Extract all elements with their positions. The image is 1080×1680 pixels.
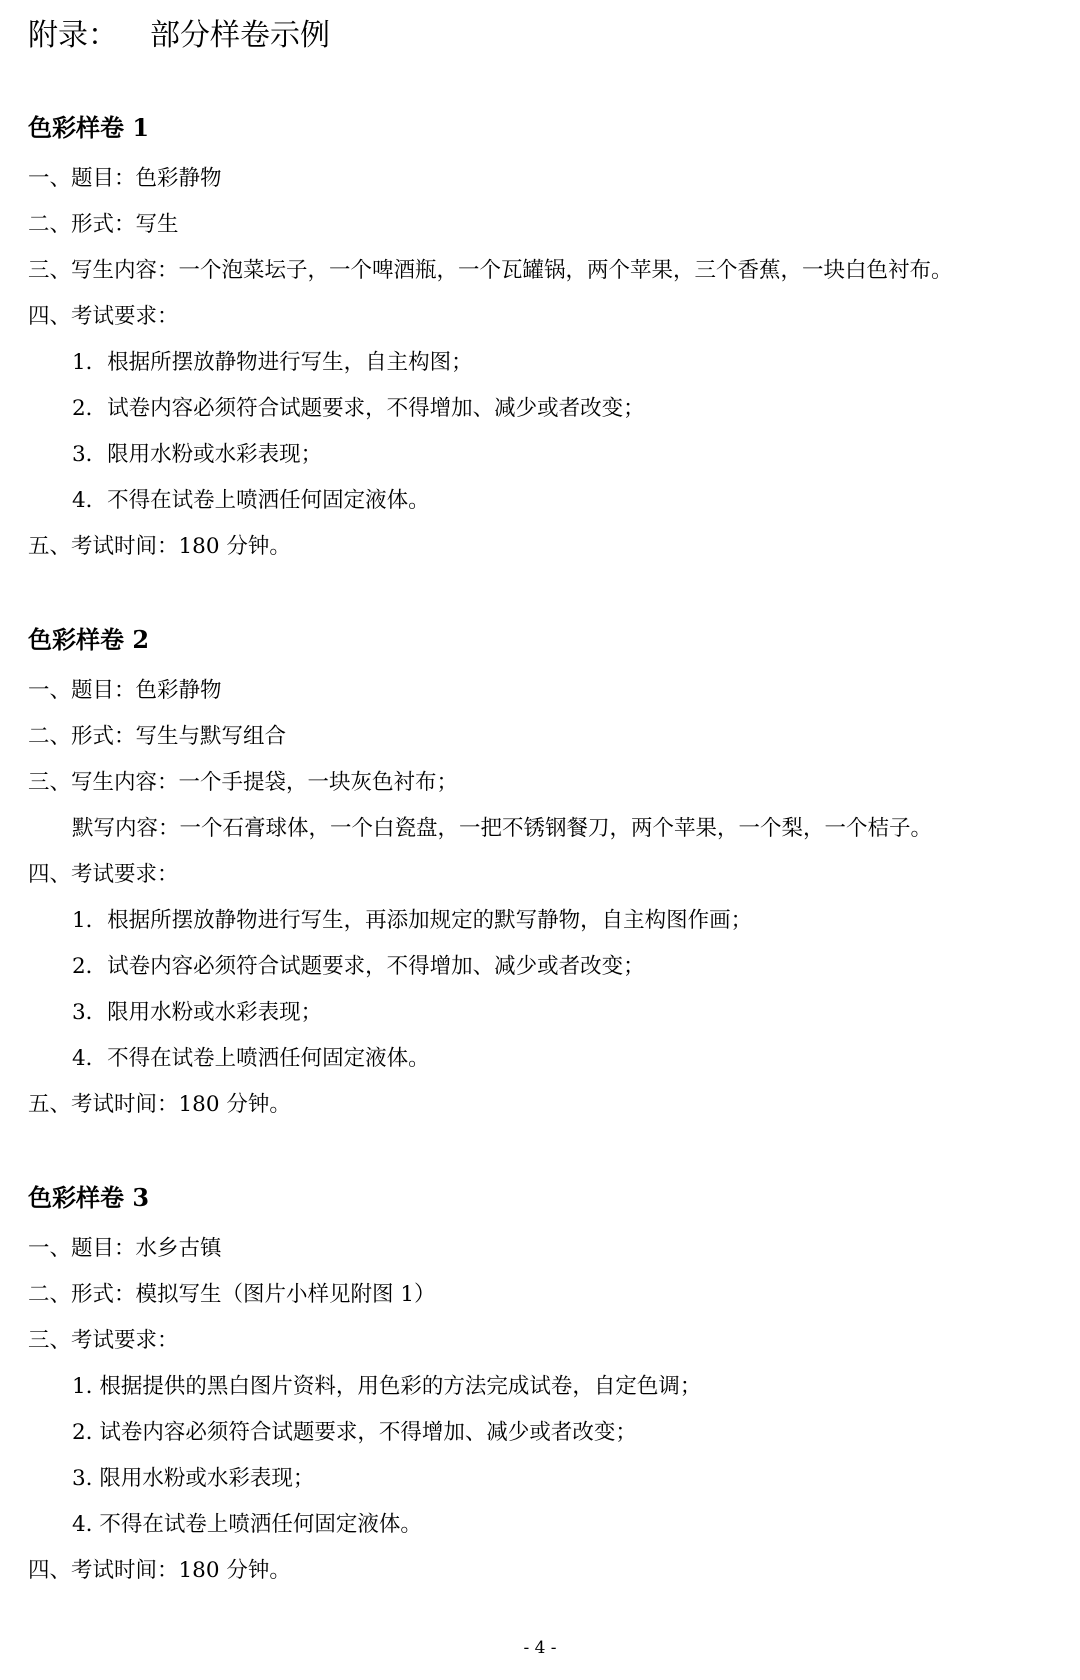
section-heading: 色彩样卷 3 [28,1183,150,1212]
requirement-line: 1．根据所摆放静物进行写生，自主构图； [72,350,473,375]
section-line: 四、考试要求： [28,304,179,329]
requirement-line: 3. 限用水粉或水彩表现； [72,1466,315,1491]
section-line: 五、考试时间：180 分钟。 [28,1092,291,1117]
section-line: 二、形式：写生 [28,212,179,237]
section-line: 五、考试时间：180 分钟。 [28,534,291,559]
requirement-line: 3．限用水粉或水彩表现； [72,1000,323,1025]
requirement-line: 2. 试卷内容必须符合试题要求，不得增加、减少或者改变； [72,1420,637,1445]
section-line: 三、考试要求： [28,1328,179,1353]
section-heading: 色彩样卷 1 [28,113,150,142]
section-line: 一、题目：色彩静物 [28,166,222,191]
section-line: 默写内容：一个石膏球体，一个白瓷盘，一把不锈钢餐刀，两个苹果，一个梨，一个桔子。 [72,816,933,841]
section-line: 三、写生内容：一个手提袋，一块灰色衬布； [28,770,459,795]
page-number: - 4 - [523,1638,557,1658]
section-line: 一、题目：水乡古镇 [28,1236,222,1261]
section-line: 二、形式：模拟写生（图片小样见附图 1） [28,1282,436,1307]
page-title [28,16,330,56]
section-heading: 色彩样卷 2 [28,625,150,654]
requirement-line: 4．不得在试卷上喷洒任何固定液体。 [72,1046,430,1071]
sample-section-2 [28,624,1068,1128]
requirement-line: 2．试卷内容必须符合试题要求，不得增加、减少或者改变； [72,954,645,979]
page-title-text: 部分样卷示例 [150,18,330,53]
requirement-line: 4. 不得在试卷上喷洒任何固定液体。 [72,1512,422,1537]
requirement-line: 3．限用水粉或水彩表现； [72,442,323,467]
sample-section-1 [28,112,1068,570]
requirement-line: 1．根据所摆放静物进行写生，再添加规定的默写静物，自主构图作画； [72,908,753,933]
section-line: 一、题目：色彩静物 [28,678,222,703]
requirement-line: 4．不得在试卷上喷洒任何固定液体。 [72,488,430,513]
page-title-prefix: 附录： [28,18,118,53]
section-line: 三、写生内容：一个泡菜坛子，一个啤酒瓶，一个瓦罐锅，两个苹果，三个香蕉，一块白色衬布。 [28,258,953,283]
section-line: 二、形式：写生与默写组合 [28,724,287,749]
section-line: 四、考试时间：180 分钟。 [28,1558,291,1583]
requirement-line: 1. 根据提供的黑白图片资料，用色彩的方法完成试卷，自定色调； [72,1374,702,1399]
section-line: 四、考试要求： [28,862,179,887]
requirement-line: 2．试卷内容必须符合试题要求，不得增加、减少或者改变； [72,396,645,421]
sample-section-3 [28,1182,1068,1594]
